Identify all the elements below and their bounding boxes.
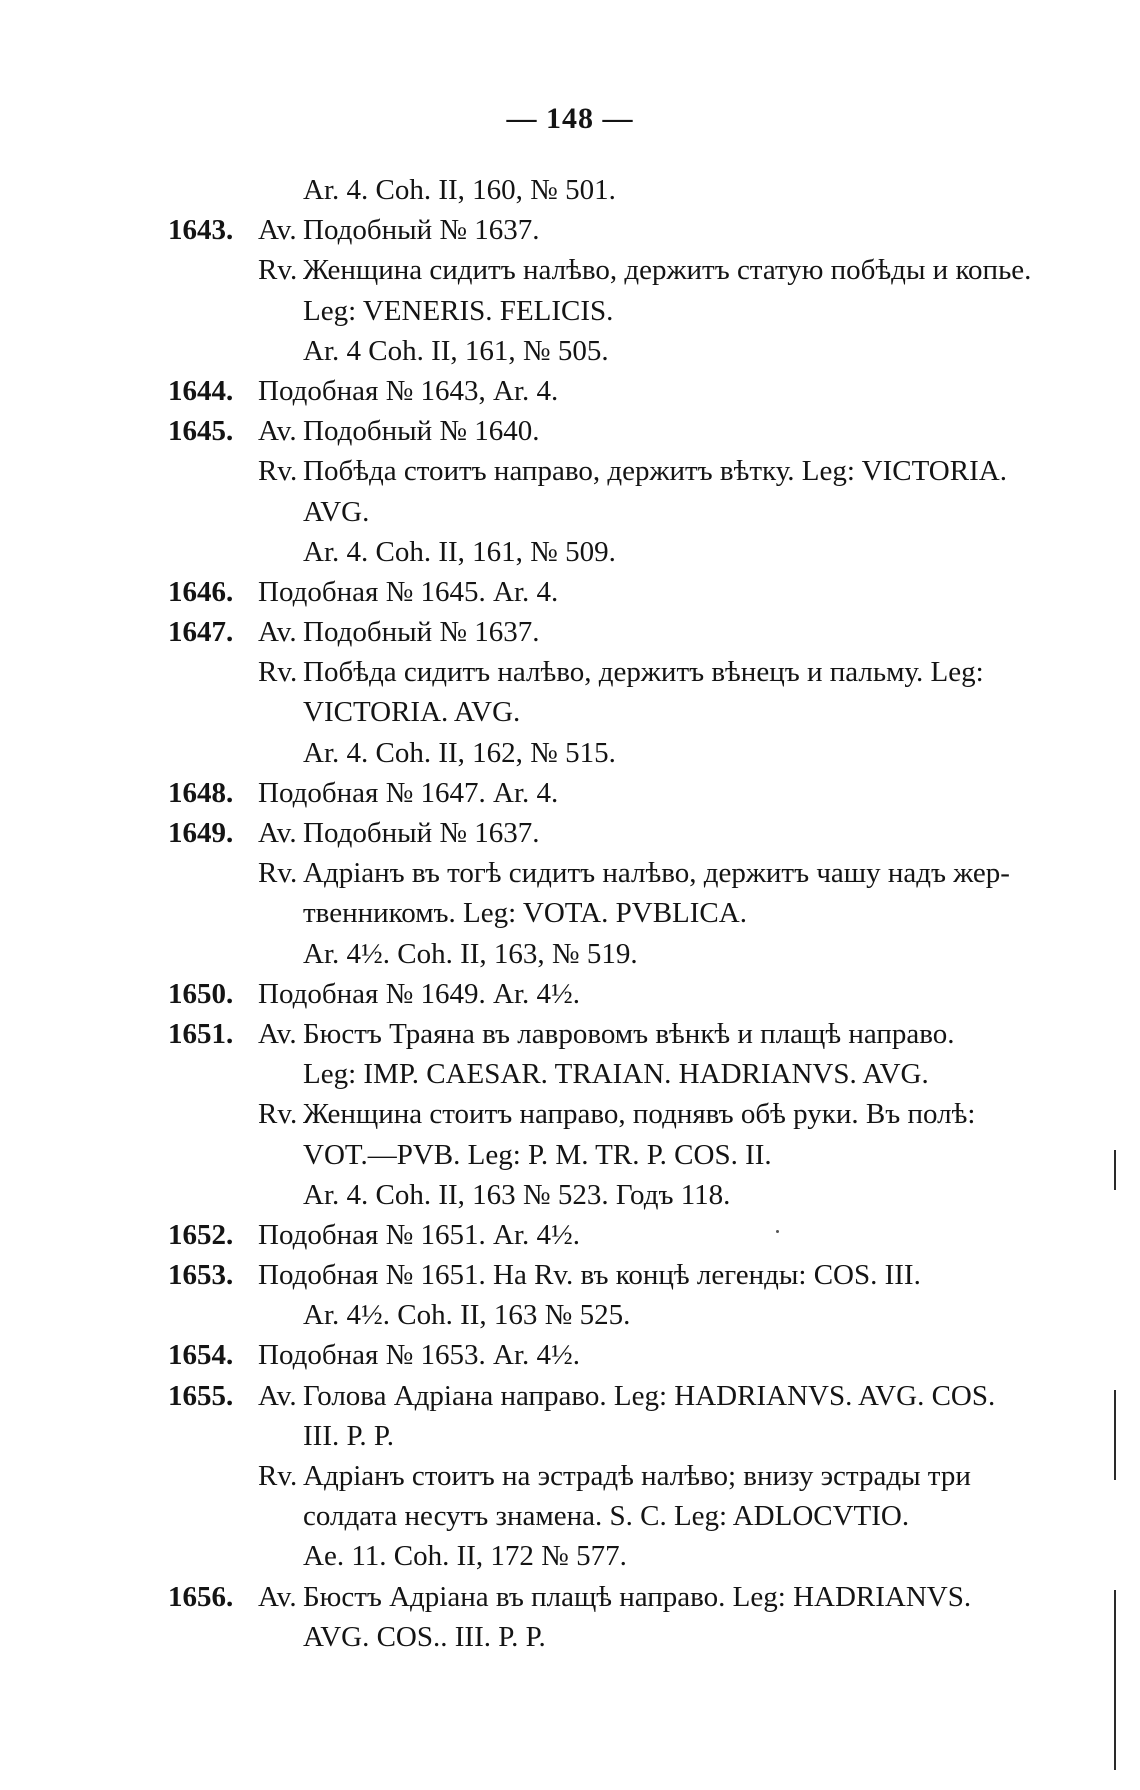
catalog-line xyxy=(168,773,1108,813)
margin-rule xyxy=(1114,1150,1116,1190)
line-text: Ar. 4. Coh. II, 161, № 509. xyxy=(303,535,616,568)
line-text: твенникомъ. Leg: VOTA. PVBLICA. xyxy=(303,897,747,930)
line-text: Ar. 4. Coh. II, 162, № 515. xyxy=(303,736,616,769)
entry-number: 1653. xyxy=(168,1259,234,1292)
line-text: Женщина сидитъ налѣво, держитъ статую побѣды и копье. xyxy=(303,254,1032,287)
line-text: Подобная № 1647. Ar. 4. xyxy=(258,776,559,809)
catalog-line xyxy=(168,532,1108,572)
line-text: Leg: IMP. CAESAR. TRAIAN. HADRIANVS. AVG. xyxy=(303,1058,929,1091)
catalog-line xyxy=(168,1577,1108,1617)
coin-side: Rv. xyxy=(258,656,298,689)
entry-number: 1643. xyxy=(168,214,234,247)
catalog-line xyxy=(168,853,1108,893)
catalog-line xyxy=(168,692,1108,732)
entry-number: 1651. xyxy=(168,1017,234,1050)
line-text: Побѣда сидитъ налѣво, держитъ вѣнецъ и пальму. Leg: xyxy=(303,656,984,689)
line-text: VICTORIA. AVG. xyxy=(303,696,521,729)
catalog-line xyxy=(168,1295,1108,1335)
catalog-line xyxy=(168,652,1108,692)
page-number: — 148 — xyxy=(506,102,634,135)
line-text: Подобная № 1649. Ar. 4½. xyxy=(258,977,581,1010)
coin-side: Rv. xyxy=(258,1460,298,1492)
line-text: Ar. 4½. Coh. II, 163, № 519. xyxy=(303,937,638,970)
entry-number: 1654. xyxy=(168,1339,234,1372)
line-text: Женщина стоитъ направо, поднявъ обѣ руки. Въ полѣ: xyxy=(303,1098,976,1131)
coin-side: Av. xyxy=(258,1017,297,1050)
catalog-line xyxy=(168,170,1108,210)
catalog-line xyxy=(168,1175,1108,1215)
line-text: AVG. xyxy=(303,495,370,528)
catalog-line xyxy=(168,1416,1108,1456)
entry-number: 1650. xyxy=(168,977,234,1010)
catalog-line xyxy=(168,733,1108,773)
entry-number: 1655. xyxy=(168,1379,234,1412)
catalog-line xyxy=(168,1014,1108,1054)
catalog-line xyxy=(168,1496,1108,1536)
coin-side: Rv. xyxy=(258,857,298,890)
catalog-line xyxy=(168,250,1108,290)
print-speck xyxy=(776,1230,779,1233)
catalog-line xyxy=(168,371,1108,411)
catalog-line xyxy=(168,451,1108,491)
line-text: Подобный № 1637. xyxy=(303,616,540,649)
catalog-line xyxy=(168,1456,1108,1496)
entry-number: 1652. xyxy=(168,1218,234,1251)
coin-side: Av. xyxy=(258,817,297,849)
line-text: Голова Адріана направо. Leg: HADRIANVS. AVG. COS. xyxy=(303,1379,996,1412)
line-text: Подобная № 1651. Ar. 4½. xyxy=(258,1218,581,1251)
catalog-line xyxy=(168,1094,1108,1134)
entry-number: 1648. xyxy=(168,776,234,809)
coin-side: Rv. xyxy=(258,254,298,287)
coin-side: Rv. xyxy=(258,1098,298,1131)
catalog-line xyxy=(168,1335,1108,1375)
catalog-line xyxy=(168,1135,1108,1175)
entry-number: 1645. xyxy=(168,415,234,448)
catalog-line xyxy=(168,1376,1108,1416)
catalog-line xyxy=(168,492,1108,532)
catalog-line xyxy=(168,331,1108,371)
catalog-line xyxy=(168,813,1108,853)
line-text: Ar. 4 Coh. II, 161, № 505. xyxy=(303,334,609,367)
catalog-line xyxy=(168,291,1108,331)
catalog-line xyxy=(168,1536,1108,1576)
line-text: Подобный № 1637. xyxy=(303,817,540,849)
entry-number: 1644. xyxy=(168,374,234,407)
line-text: солдата несутъ знамена. S. C. Leg: ADLOCVTIO. xyxy=(303,1500,910,1533)
catalog-line xyxy=(168,572,1108,612)
line-text: VOT.—PVB. Leg: P. M. TR. P. COS. II. xyxy=(303,1138,772,1171)
entry-number: 1646. xyxy=(168,575,234,608)
line-text: Бюстъ Адріана въ плащѣ направо. Leg: HADRIANVS. xyxy=(303,1580,972,1613)
line-text: Побѣда стоитъ направо, держитъ вѣтку. Leg: VICTORIA. xyxy=(303,455,1007,488)
entry-number: 1656. xyxy=(168,1580,234,1613)
line-text: III. P. P. xyxy=(303,1419,395,1452)
line-text: Подобная № 1653. Ar. 4½. xyxy=(258,1339,581,1372)
line-text: Подобная № 1643, Ar. 4. xyxy=(258,374,559,407)
entry-number: 1647. xyxy=(168,616,234,649)
catalog-line xyxy=(168,1054,1108,1094)
line-text: Адріанъ въ тогѣ сидитъ налѣво, держитъ чашу надъ жер- xyxy=(303,857,1010,890)
coin-side: Av. xyxy=(258,1379,297,1412)
line-text: Подобный № 1637. xyxy=(303,214,540,247)
line-text: Подобный № 1640. xyxy=(303,415,540,448)
catalog-line xyxy=(168,974,1108,1014)
catalog-line xyxy=(168,1255,1108,1295)
margin-rule xyxy=(1114,1390,1116,1480)
line-text: Подобная № 1645. Ar. 4. xyxy=(258,575,559,608)
line-text: AVG. COS.. III. P. P. xyxy=(303,1620,546,1653)
line-text: Ar. 4. Coh. II, 160, № 501. xyxy=(303,174,616,206)
line-text: Адріанъ стоитъ на эстрадѣ налѣво; внизу эстрады три xyxy=(303,1460,971,1492)
catalog-text xyxy=(168,170,1108,1657)
catalog-line xyxy=(168,411,1108,451)
line-text: Подобная № 1651. На Rv. въ концѣ легенды: COS. III. xyxy=(258,1259,921,1292)
catalog-line xyxy=(168,1617,1108,1657)
line-text: Ar. 4. Coh. II, 163 № 523. Годъ 118. xyxy=(303,1178,731,1211)
catalog-line xyxy=(168,1215,1108,1255)
coin-side: Av. xyxy=(258,616,297,649)
catalog-line xyxy=(168,210,1108,250)
line-text: Ae. 11. Coh. II, 172 № 577. xyxy=(303,1540,627,1573)
line-text: Leg: VENERIS. FELICIS. xyxy=(303,294,614,327)
catalog-line xyxy=(168,893,1108,933)
catalog-line xyxy=(168,934,1108,974)
coin-side: Av. xyxy=(258,1580,297,1613)
catalog-line xyxy=(168,612,1108,652)
coin-side: Av. xyxy=(258,415,297,448)
coin-side: Rv. xyxy=(258,455,298,488)
line-text: Ar. 4½. Coh. II, 163 № 525. xyxy=(303,1299,631,1332)
coin-side: Av. xyxy=(258,214,297,247)
margin-rule xyxy=(1114,1590,1116,1770)
entry-number: 1649. xyxy=(168,817,234,849)
line-text: Бюстъ Траяна въ лавровомъ вѣнкѣ и плащѣ направо. xyxy=(303,1017,955,1050)
